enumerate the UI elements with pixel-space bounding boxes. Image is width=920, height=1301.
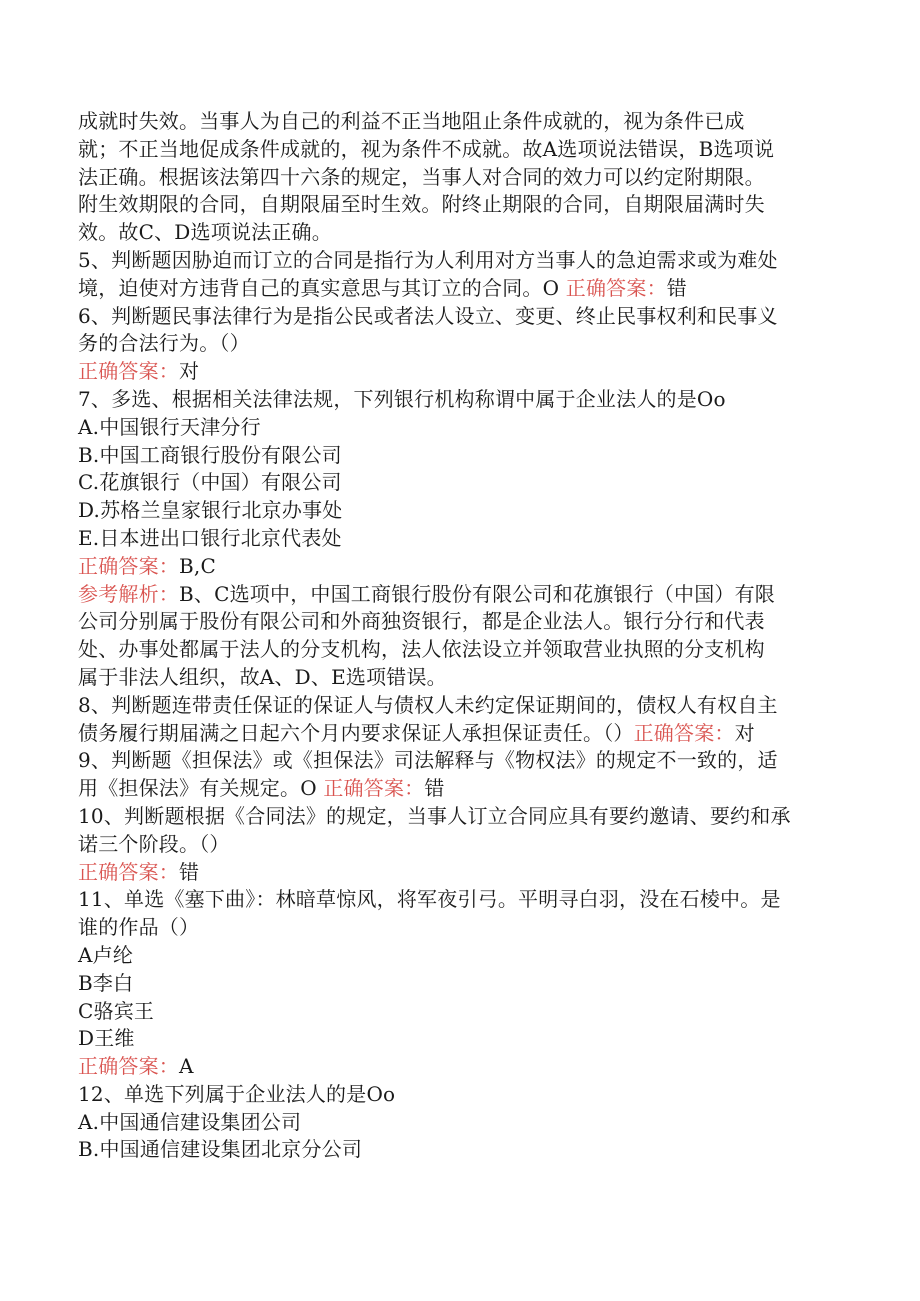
question-11-line: 谁的作品（）	[78, 915, 200, 940]
document-page	[78, 108, 838, 1164]
answer-label: 正确答案：	[323, 776, 425, 801]
option-item: D王维	[78, 1026, 135, 1051]
question-8-text: 债务履行期届满之日起六个月内要求保证人承担保证责任。（）	[78, 720, 634, 745]
answer-label: 正确答案：	[78, 1054, 179, 1079]
question-5-line: 5、判断题因胁迫而订立的合同是指行为人利用对方当事人的急迫需求或为难处	[78, 247, 778, 272]
analysis-text: B、C选项中，中国工商银行股份有限公司和花旗银行（中国）有限	[179, 581, 775, 606]
answer-value: 错	[666, 275, 687, 300]
option-item: A.中国银行天津分行	[78, 414, 261, 439]
answer-label: 正确答案：	[78, 553, 179, 578]
question-8-line	[78, 720, 838, 748]
option-item: B.中国工商银行股份有限公司	[78, 442, 342, 467]
option-item: B.中国通信建设集团北京分公司	[78, 1137, 363, 1162]
intro-line: 法正确。根据该法第四十六条的规定，当事人对合同的效力可以约定附期限。	[78, 164, 765, 189]
option-item: B李白	[78, 970, 134, 995]
answer-label: 正确答案：	[78, 359, 179, 384]
option-item: C骆宾王	[78, 998, 155, 1023]
answer-line	[78, 358, 838, 386]
answer-line	[78, 1053, 838, 1081]
answer-line	[78, 553, 838, 581]
intro-line: 效。故C、D选项说法正确。	[78, 220, 332, 245]
answer-value: 错	[424, 776, 445, 801]
intro-line: 就；不正当地促成条件成就的，视为条件不成就。故A选项说法错误，B选项说	[78, 136, 775, 161]
intro-line: 成就时失效。当事人为自己的利益不正当地阻止条件成就的，视为条件已成	[78, 109, 745, 133]
analysis-line: 公司分别属于股份有限公司和外商独资银行，都是企业法人。银行分行和代表	[78, 609, 765, 634]
question-5-text: 境，迫使对方违背自己的真实意思与其订立的合同。O	[78, 275, 566, 300]
question-10-line: 诺三个阶段。（）	[78, 831, 230, 856]
option-item: D.苏格兰皇家银行北京办事处	[78, 498, 343, 523]
answer-value: 错	[179, 859, 200, 884]
question-5-line	[78, 275, 838, 303]
question-9-text: 用《担保法》有关规定。O	[78, 776, 324, 801]
question-12-line: 12、单选下列属于企业法人的是Oo	[78, 1081, 396, 1106]
question-6-line: 6、判断题民事法律行为是指公民或者法人设立、变更、终止民事权利和民事义	[78, 303, 778, 328]
analysis-line: 属于非法人组织，故A、D、E选项错误。	[78, 664, 447, 689]
option-item: E.日本进出口银行北京代表处	[78, 525, 342, 550]
answer-label: 正确答案：	[633, 720, 735, 745]
answer-value: A	[179, 1054, 194, 1079]
analysis-line: 处、办事处都属于法人的分支机构，法人依法设立并领取营业执照的分支机构	[78, 637, 765, 662]
question-9-line: 9、判断题《担保法》或《担保法》司法解释与《物权法》的规定不一致的，适	[78, 748, 778, 773]
option-item: A卢纶	[78, 942, 134, 967]
option-item: A.中国通信建设集团公司	[78, 1109, 302, 1134]
answer-value: 对	[734, 720, 755, 745]
question-11-line: 11、单选《塞下曲》：林暗草惊风，将军夜引弓。平明寻白羽，没在石棱中。是	[78, 887, 781, 912]
answer-value: 对	[179, 359, 200, 384]
analysis-label: 参考解析：	[78, 581, 179, 606]
answer-line	[78, 859, 838, 887]
question-6-line: 务的合法行为。（）	[78, 331, 250, 356]
question-7-line: 7、多选、根据相关法律法规，下列银行机构称谓中属于企业法人的是Oo	[78, 386, 726, 411]
question-10-line: 10、判断题根据《合同法》的规定，当事人订立合同应具有要约邀请、要约和承	[78, 803, 791, 828]
question-8-line: 8、判断题连带责任保证的保证人与债权人未约定保证期间的，债权人有权自主	[78, 692, 778, 717]
question-9-line	[78, 775, 838, 803]
answer-label: 正确答案：	[565, 275, 667, 300]
answer-label: 正确答案：	[78, 859, 179, 884]
option-item: C.花旗银行（中国）有限公司	[78, 470, 342, 495]
analysis-line	[78, 581, 838, 609]
intro-line: 附生效期限的合同，自期限届至时生效。附终止期限的合同，自期限届满时失	[78, 192, 765, 217]
answer-value: B,C	[179, 553, 216, 578]
